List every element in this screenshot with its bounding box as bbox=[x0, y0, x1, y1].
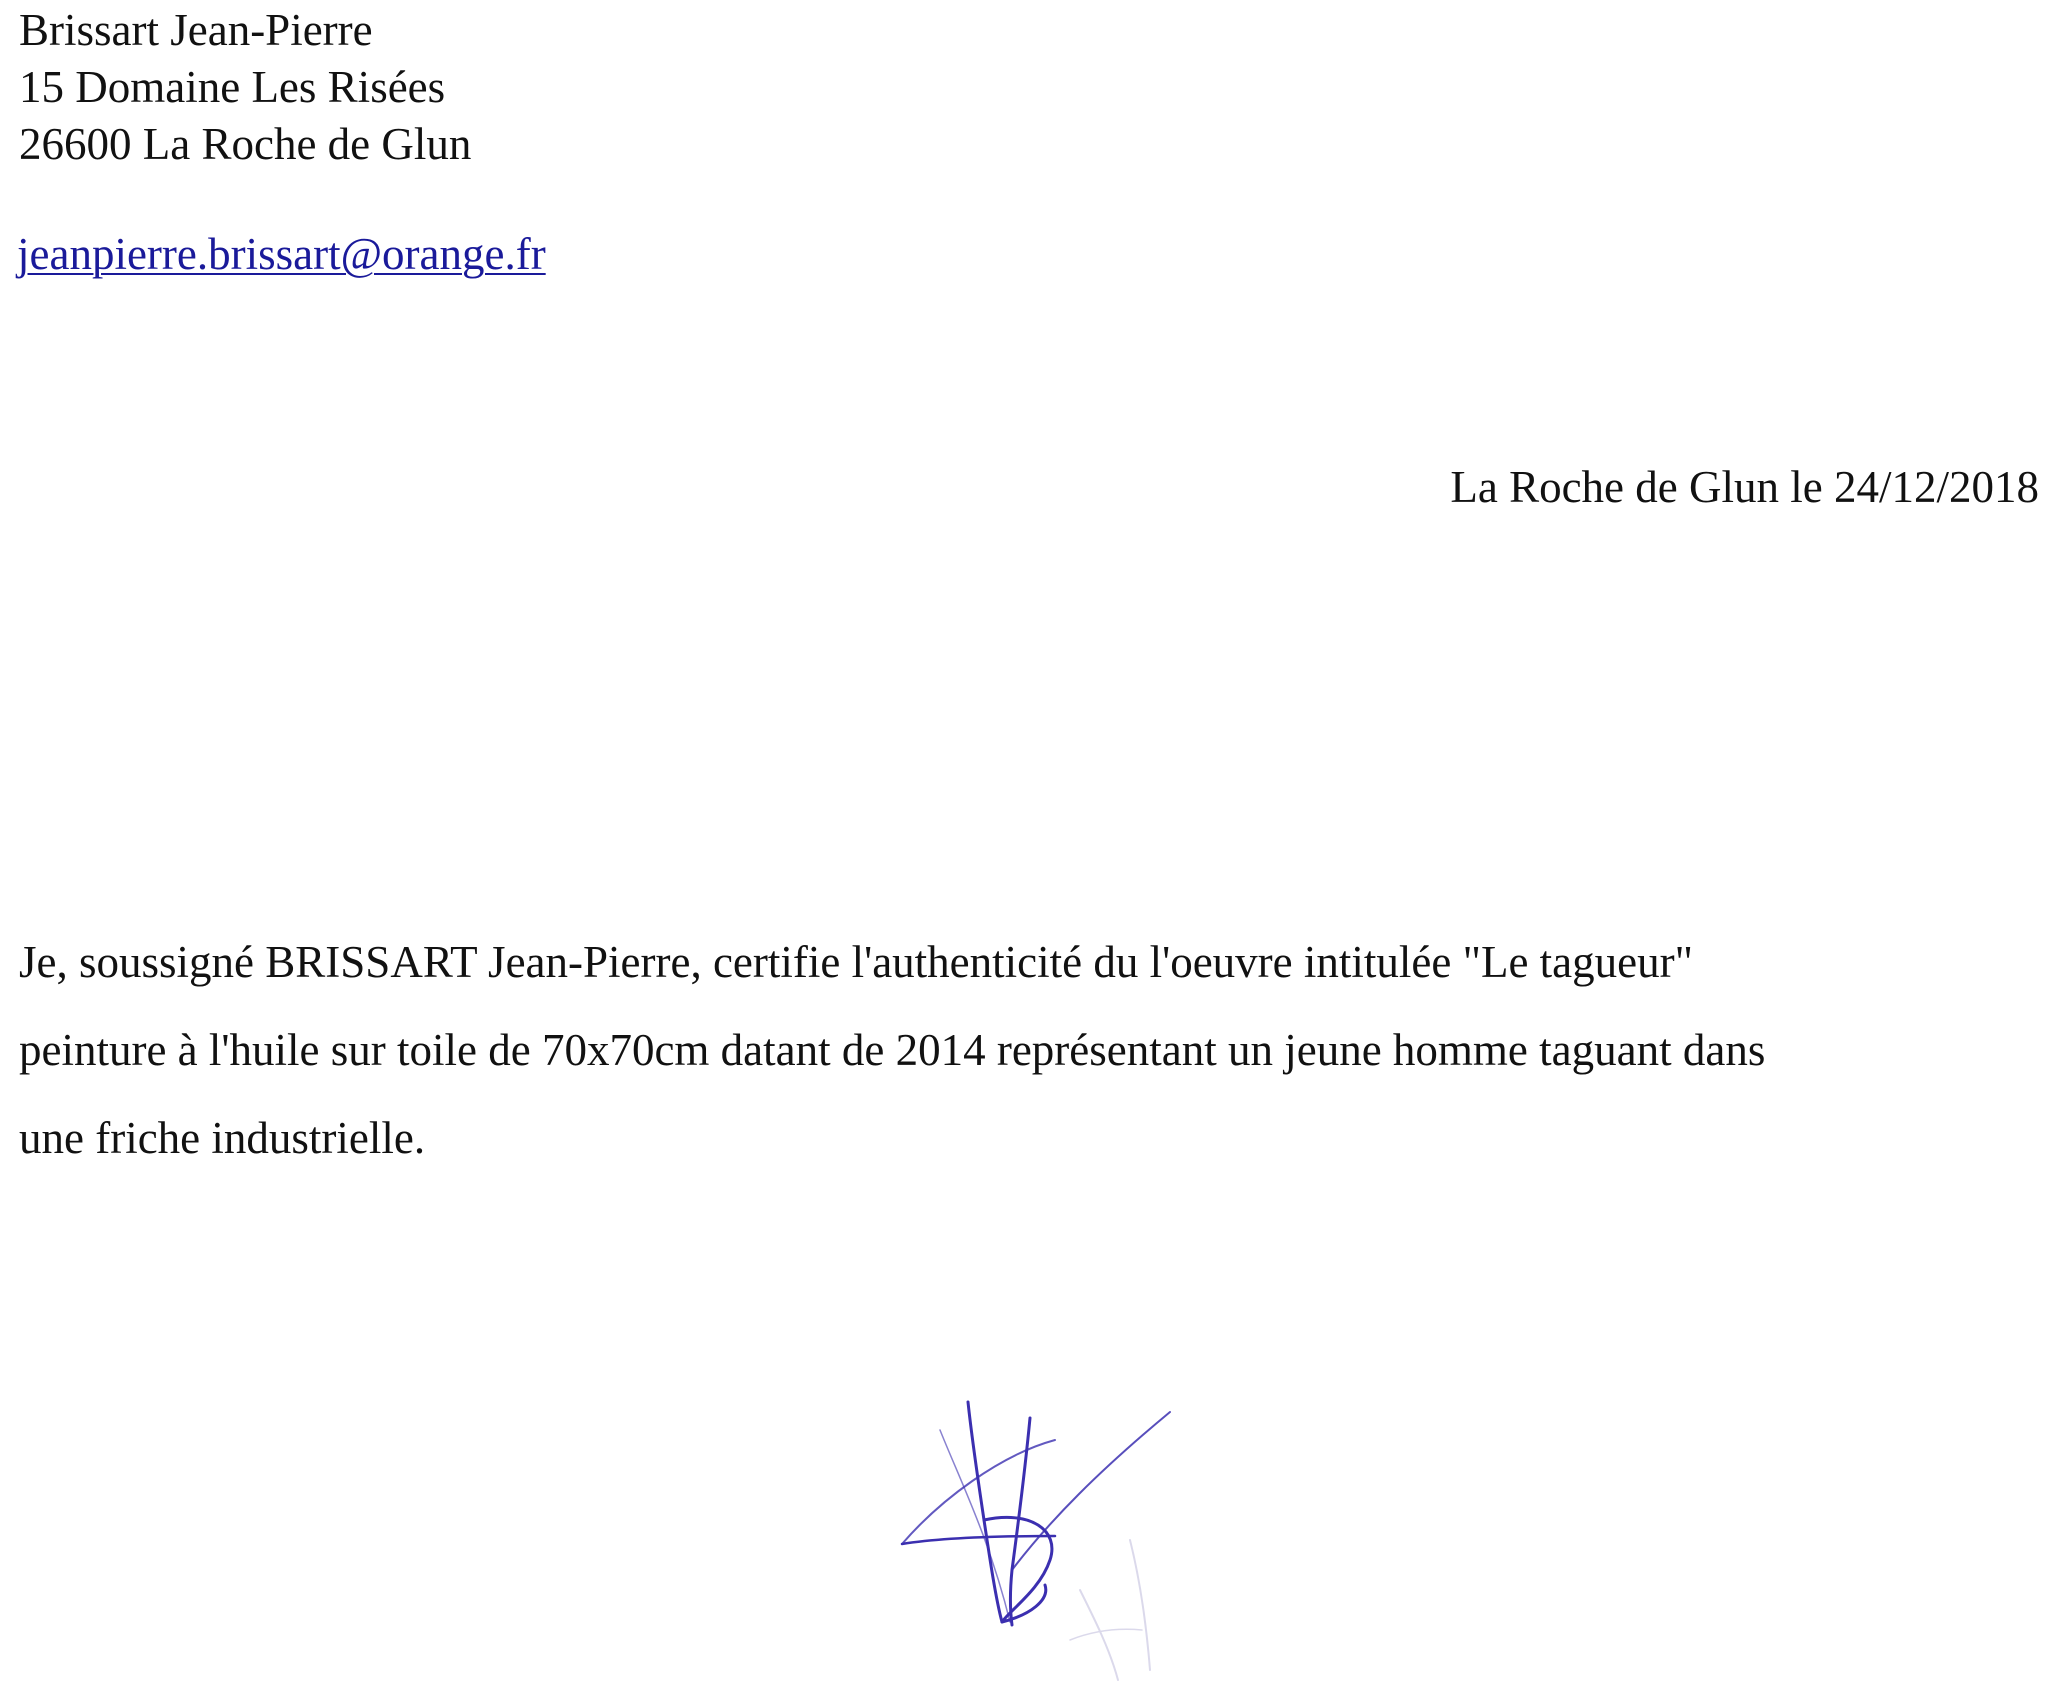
sender-city: 26600 La Roche de Glun bbox=[19, 119, 472, 169]
sender-name: Brissart Jean-Pierre bbox=[19, 5, 373, 55]
handwritten-signature bbox=[880, 1360, 1220, 1686]
body-line-1: Je, soussigné BRISSART Jean-Pierre, certifie l'authenticité du l'oeuvre intitulée "Le tagueur" bbox=[19, 937, 1693, 987]
body-line-3: une friche industrielle. bbox=[19, 1113, 426, 1163]
sender-address-block bbox=[19, 2, 471, 173]
place-and-date: La Roche de Glun le 24/12/2018 bbox=[1450, 462, 2039, 512]
sender-email-link[interactable]: jeanpierre.brissart@orange.fr bbox=[17, 229, 546, 279]
sender-street: 15 Domaine Les Risées bbox=[19, 62, 446, 112]
body-line-2: peinture à l'huile sur toile de 70x70cm datant de 2014 représentant un jeune homme taguant dans bbox=[19, 1025, 1766, 1075]
certificate-body bbox=[19, 918, 2009, 1182]
